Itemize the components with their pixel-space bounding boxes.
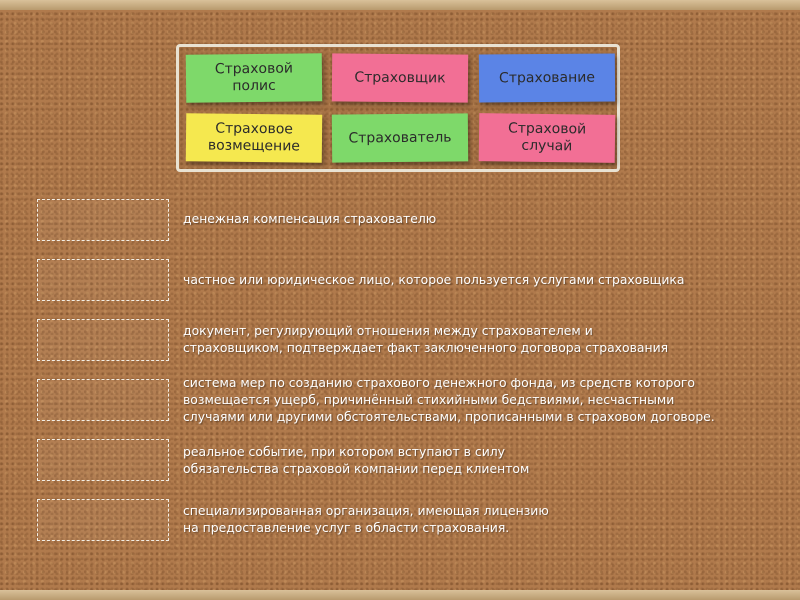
tile-label: Страховое возмещение [207, 120, 301, 155]
drop-slot-5[interactable] [37, 439, 169, 481]
tile-strakhovoe-vozmeshchenie[interactable] [186, 113, 322, 162]
definition-line: денежная компенсация страхователю [183, 211, 437, 226]
definition-line: случаями или другими обстоятельствами, прописанными в страховом договоре. [183, 409, 715, 424]
definition-6 [183, 502, 783, 536]
definition-line: специализированная организация, имеющая лицензию [183, 503, 549, 518]
tile-strakhovanie[interactable] [479, 54, 615, 103]
tile-strakhovatel[interactable] [332, 113, 468, 162]
definition-line: на предоставление услуг в области страхования. [183, 520, 510, 535]
tile-strakhovoy-polis[interactable] [186, 53, 322, 102]
definition-line: возмещается ущерб, причинённый стихийными бедствиями, несчастными [183, 392, 675, 407]
drop-slot-1[interactable] [37, 199, 169, 241]
definition-line: документ, регулирующий отношения между страхователем и [183, 323, 593, 338]
tile-label: Страхователь [348, 129, 452, 146]
definition-4 [183, 374, 783, 425]
drop-slot-4[interactable] [37, 379, 169, 421]
tile-label: Страховщик [354, 69, 446, 86]
tile-strakhovshchik[interactable] [332, 53, 468, 102]
tile-label: Страхование [498, 69, 596, 86]
tile-label: Страховой случай [507, 120, 587, 155]
definition-3 [183, 322, 783, 356]
definition-5 [183, 443, 783, 477]
tile-label: Страховой полис [214, 60, 294, 95]
definition-2 [183, 271, 783, 288]
definition-line: частное или юридическое лицо, которое пользуется услугами страховщика [183, 272, 685, 287]
board-frame-top [0, 0, 800, 10]
tile-strakhovoy-sluchay[interactable] [479, 113, 616, 163]
drop-slot-3[interactable] [37, 319, 169, 361]
board-frame-bottom [0, 590, 800, 600]
drop-slot-6[interactable] [37, 499, 169, 541]
definition-line: страховщиком, подтверждает факт заключенного договора страхования [183, 340, 669, 355]
definition-line: система мер по созданию страхового денежного фонда, из средств которого [183, 375, 695, 390]
drop-slot-2[interactable] [37, 259, 169, 301]
definition-line: обязательства страховой компании перед клиентом [183, 461, 530, 476]
definition-1 [183, 210, 783, 227]
definition-line: реальное событие, при котором вступают в силу [183, 444, 505, 459]
